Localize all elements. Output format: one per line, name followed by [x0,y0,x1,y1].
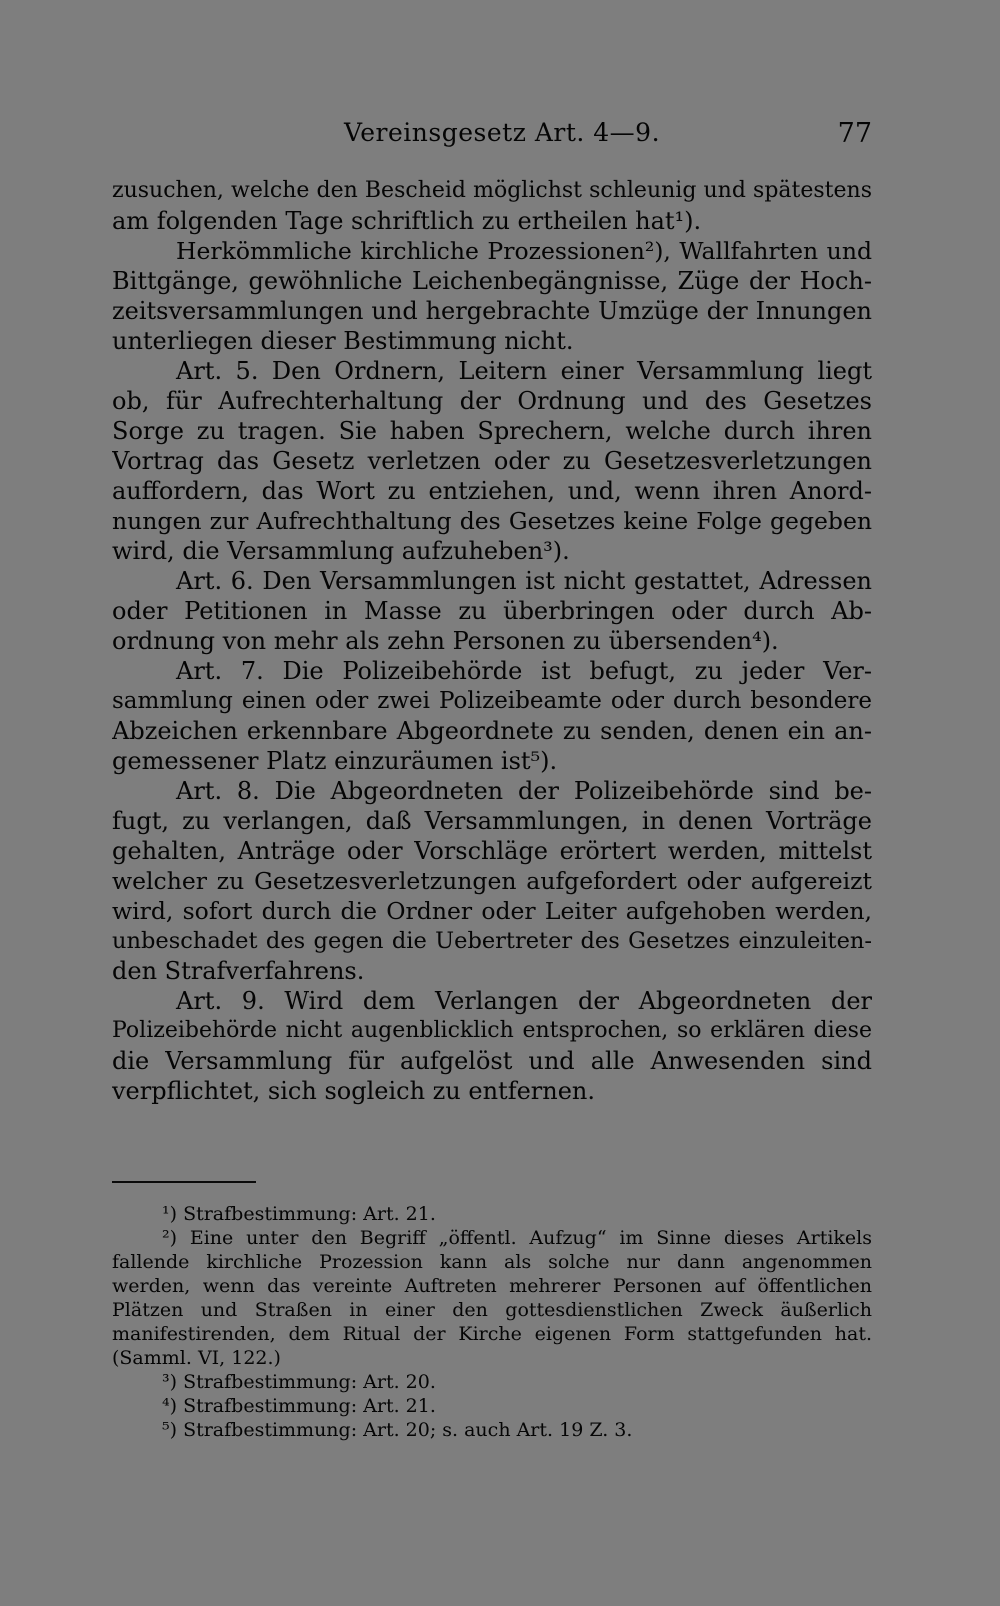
article-8-heading-line: Art. 8. Die Abgeordneten der Polizeibehörde sind be- [176,777,872,805]
main-text [112,176,872,1106]
text-line: den Strafverfahrens. [112,957,365,985]
footnote-5: ⁵) Strafbestimmung: Art. 20; s. auch Art. 19 Z. 3. [162,1419,633,1441]
footnote-line: Plätzen und Straßen in einer den gottesdienstlichen Zweck äußerlich [112,1299,872,1321]
footnote-line: manifestirenden, dem Ritual der Kirche eigenen Form stattgefunden hat. [112,1323,872,1345]
text-line: wird, sofort durch die Ordner oder Leiter aufgehoben werden, [112,897,872,925]
text-line: verpflichtet, sich sogleich zu entfernen. [112,1077,595,1105]
footnotes [112,1202,872,1442]
text-line: oder Petitionen in Masse zu überbringen oder durch Ab- [112,597,872,625]
text-line: nungen zur Aufrechthaltung des Gesetzes keine Folge gegeben [112,507,872,535]
footnote-separator [112,1181,256,1183]
text-line: auffordern, das Wort zu entziehen, und, wenn ihren Anord- [112,477,872,505]
article-9-heading-line: Art. 9. Wird dem Verlangen der Abgeordneten der [176,987,872,1015]
footnote-line: werden, wenn das vereinte Auftreten mehrerer Personen auf öffentlichen [112,1275,872,1297]
text-line: Vortrag das Gesetz verletzen oder zu Gesetzesverletzungen [112,447,872,475]
text-line: gemessener Platz einzuräumen ist⁵). [112,747,558,775]
article-7-heading-line: Art. 7. Die Polizeibehörde ist befugt, zu jeder Ver- [176,657,872,685]
text-line: zusuchen, welche den Bescheid möglichst schleunig und spätestens [112,178,872,203]
text-line: ordnung von mehr als zehn Personen zu übersenden⁴). [112,627,779,655]
page-header [112,118,872,158]
article-5-heading-line: Art. 5. Den Ordnern, Leitern einer Versammlung liegt [176,357,872,385]
text-line: sammlung einen oder zwei Polizeibeamte oder durch besondere [112,688,872,714]
text-line: fugt, zu verlangen, daß Versammlungen, in denen Vorträge [112,807,872,835]
text-line: gehalten, Anträge oder Vorschläge erörtert werden, mittelst [112,837,872,865]
text-line: Polizeibehörde nicht augenblicklich entsprochen, so erklären diese [112,1018,872,1043]
text-line: unbeschadet des gegen die Uebertreter des Gesetzes einzuleiten- [112,928,872,954]
text-line: Sorge zu tragen. Sie haben Sprechern, welche durch ihren [112,417,872,445]
text-line: Herkömmliche kirchliche Prozessionen²), Wallfahrten und [176,237,872,265]
article-6-heading-line: Art. 6. Den Versammlungen ist nicht gestattet, Adressen [176,567,872,595]
text-line: die Versammlung für aufgelöst und alle Anwesenden sind [112,1047,872,1075]
footnote-3: ³) Strafbestimmung: Art. 20. [162,1371,436,1393]
footnote-4: ⁴) Strafbestimmung: Art. 21. [162,1395,436,1417]
footnote-2: ²) Eine unter den Begriff „öffentl. Aufzug“ im Sinne dieses Artikels [162,1227,872,1249]
text-line: unterliegen dieser Bestimmung nicht. [112,327,574,355]
running-title: Vereinsgesetz Art. 4—9. [344,118,661,147]
footnote-line: fallende kirchliche Prozession kann als solche nur dann angenommen [112,1251,872,1273]
text-line: am folgenden Tage schriftlich zu ertheilen hat¹). [112,207,702,235]
text-line: Bittgänge, gewöhnliche Leichenbegängnisse, Züge der Hoch- [112,267,872,295]
text-line: wird, die Versammlung aufzuheben³). [112,537,570,565]
text-line: zeitsversammlungen und hergebrachte Umzüge der Innungen [112,297,872,325]
footnote-1: ¹) Strafbestimmung: Art. 21. [162,1203,436,1225]
page-number: 77 [837,118,872,149]
footnote-line: (Samml. VI, 122.) [112,1347,281,1369]
text-line: ob, für Aufrechterhaltung der Ordnung und des Gesetzes [112,387,872,415]
text-line: Abzeichen erkennbare Abgeordnete zu senden, denen ein an- [112,717,872,745]
text-line: welcher zu Gesetzesverletzungen aufgefordert oder aufgereizt [112,867,872,895]
